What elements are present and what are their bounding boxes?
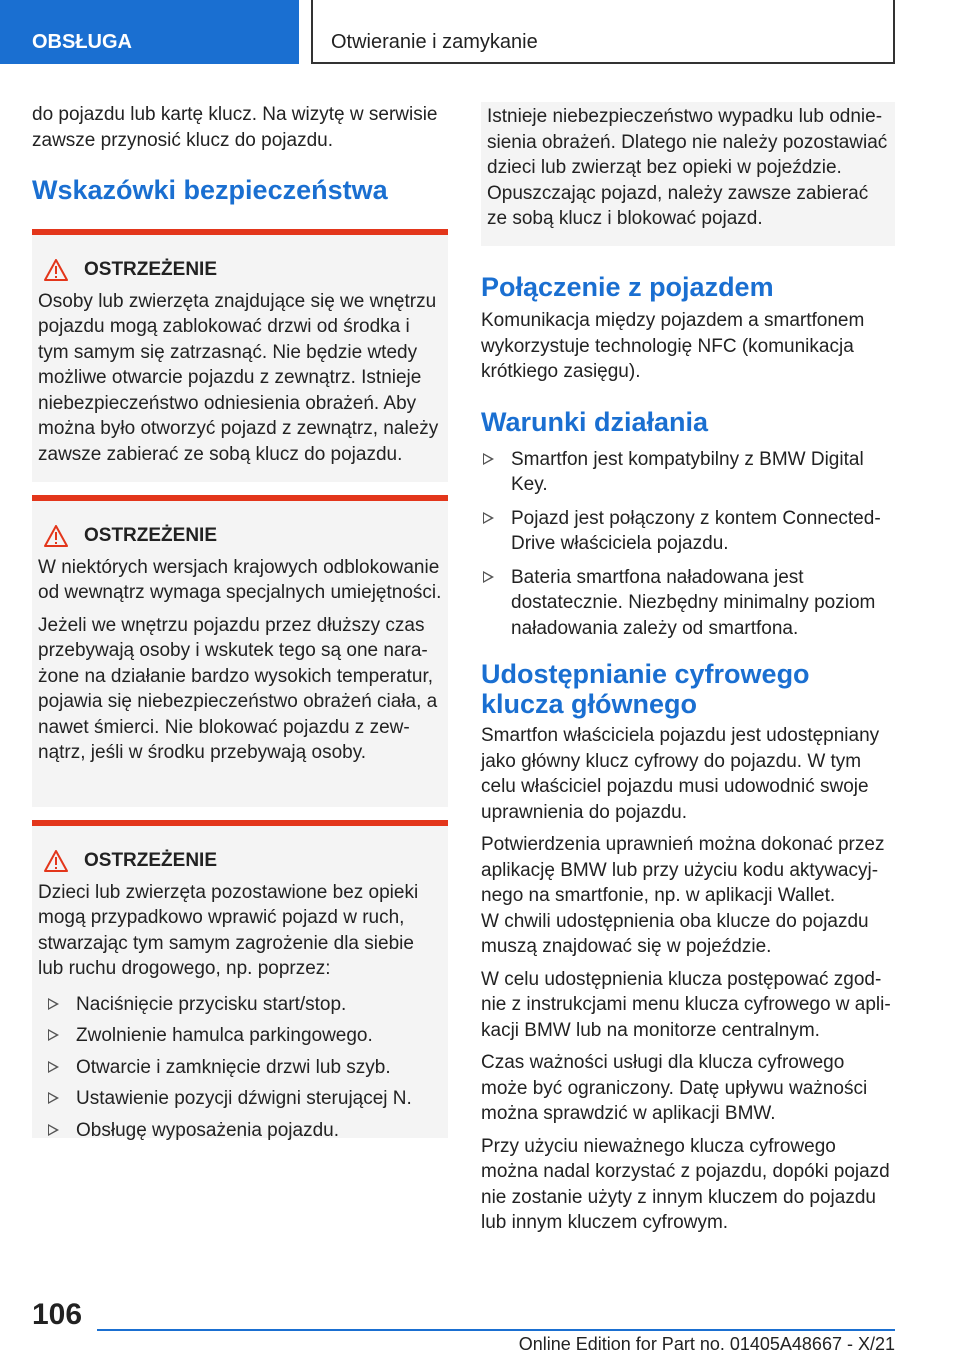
list-item: Smartfon jest kompatybilny z BMW Digital Key. [483,447,895,498]
warning-box-1 [32,229,448,482]
footer-divider [97,1329,895,1331]
paragraph: Czas ważności usługi dla klucza cyfrowego może być ograniczony. Datę upływu ważności można sprawdzić w aplikacji BMW. [481,1052,868,1124]
warning-title: OSTRZEŻENIE [38,257,442,283]
footer-edition: Online Edition for Part no. 01405A48667 - X/21 [518,1334,895,1354]
list-item: Ustawienie pozycji dźwigni sterującej N. [48,1086,442,1112]
warning-continuation-box [481,102,895,246]
list-item: Naciśnięcie przycisku start/stop. [48,992,442,1018]
sharing-heading: Udostępnianie cyfrowego klucza głównego [481,659,810,719]
intro-text: do pojazdu lub kartę klucz. Na wizytę w serwisie zawsze przynosić klucz do pojazdu. [32,104,438,151]
bullet-triangle-icon [483,512,494,524]
bullet-triangle-icon [48,1124,59,1136]
warning-text: Jeżeli we wnętrzu pojazdu przez dłuższy czas przebywają osoby i wskutek tego są one narażone na działanie bardzo wysokich temperatur, pojawia się niebezpieczeństwo obrażeń ciała, a nawet śmierci. Nie blokować pojazdu z zewnątrz, jeśli w środku przebywają osoby. [38,614,438,763]
warning-text: Istnieje niebezpieczeństwo wypadku lub odniesienia obrażeń. Dlatego nie należy pozostawiać dzieci lub zwierząt bez opieki w pojeździe. Opuszczając pojazd, należy zawsze zabierać ze sobą klucz i blokować pojazd. [487,106,888,229]
list-item: Zwolnienie hamulca parkingowego. [48,1023,442,1049]
warning-bullet-list [38,992,442,1144]
page-number: 106 [32,1298,83,1331]
bullet-triangle-icon [483,571,494,583]
paragraph: W chwili udostępnienia oba klucze do pojazdu muszą znajdować się w pojeździe. [481,910,869,957]
paragraph: Smartfon właściciela pojazdu jest udostępniany jako główny klucz cyfrowy do pojazdu. W tym celu właściciel pojazdu musi udowodnić swoje uprawnienia do pojazdu. [481,725,880,823]
connection-text: Komunikacja między pojazdem a smartfonem wykorzystuje technologię NFC (komunikacja krótkiego zasięgu). [481,310,865,382]
bullet-triangle-icon [48,998,59,1010]
warning-triangle-icon [44,850,68,872]
paragraph: Potwierdzenia uprawnień można dokonać przez aplikację BMW lub przy użyciu kodu aktywacyjnego na smartfonie, np. w aplikacji Wallet. [481,834,885,906]
warning-title: OSTRZEŻENIE [38,523,442,549]
bullet-triangle-icon [483,453,494,465]
right-column [481,102,895,1243]
conditions-heading: Warunki działania [481,406,709,437]
chapter-title: Otwieranie i zamykanie [311,0,895,64]
safety-heading: Wskazówki bezpieczeństwa [32,175,388,205]
bullet-triangle-icon [48,1029,59,1041]
list-item: Pojazd jest połączony z kontem ConnectedDrive właściciela pojazdu. [483,506,895,557]
warning-triangle-icon [44,259,68,281]
list-item: Otwarcie i zamknięcie drzwi lub szyb. [48,1055,442,1081]
warning-box-3 [32,820,448,1141]
list-item: Obsługę wyposażenia pojazdu. [48,1118,442,1144]
warning-title: OSTRZEŻENIE [38,848,442,874]
warning-text: Osoby lub zwierzęta znajdujące się we wnętrzu pojazdu mogą zablokować drzwi od środka i tym samym się zatrzasnąć. Nie będzie wtedy możliwe otwarcie pojazdu z zewnątrz. Istnieje niebezpieczeństwo odniesienia obrażeń. Aby można było otworzyć pojazd z zewnątrz, należy zawsze zabierać ze sobą klucz do pojazdu. [38,290,439,465]
warning-text: W niektórych wersjach krajowych odblokowanie od wewnątrz wymaga specjalnych umiejętności. [38,556,442,603]
paragraph: Przy użyciu nieważnego klucza cyfrowego można nadal korzystać z pojazdu, dopóki pojazd nie zostanie użyty z innym kluczem do pojazdu lub innym kluczem cyfrowym. [481,1135,890,1233]
conditions-list [481,447,895,642]
bullet-triangle-icon [48,1092,59,1104]
section-tab: OBSŁUGA [0,0,299,64]
bullet-triangle-icon [48,1061,59,1073]
left-column [32,102,448,1141]
paragraph: W celu udostępnienia klucza postępować zgodnie z instrukcjami menu klucza cyfrowego w aplikacji BMW lub na monitorze centralnym. [481,968,891,1041]
warning-triangle-icon [44,525,68,547]
list-item: Bateria smartfona naładowana jest dostatecznie. Niezbędny minimalny poziom naładowania zależy od smartfona. [483,565,895,642]
warning-box-2 [32,495,448,807]
connection-heading: Połączenie z pojazdem [481,272,774,302]
warning-text: Dzieci lub zwierzęta pozostawione bez opieki mogą przypadkowo wprawić pojazd w ruch, stwarzając tym samym zagrożenie dla siebie lub ruchu drogowego, np. poprzez: [38,881,419,979]
